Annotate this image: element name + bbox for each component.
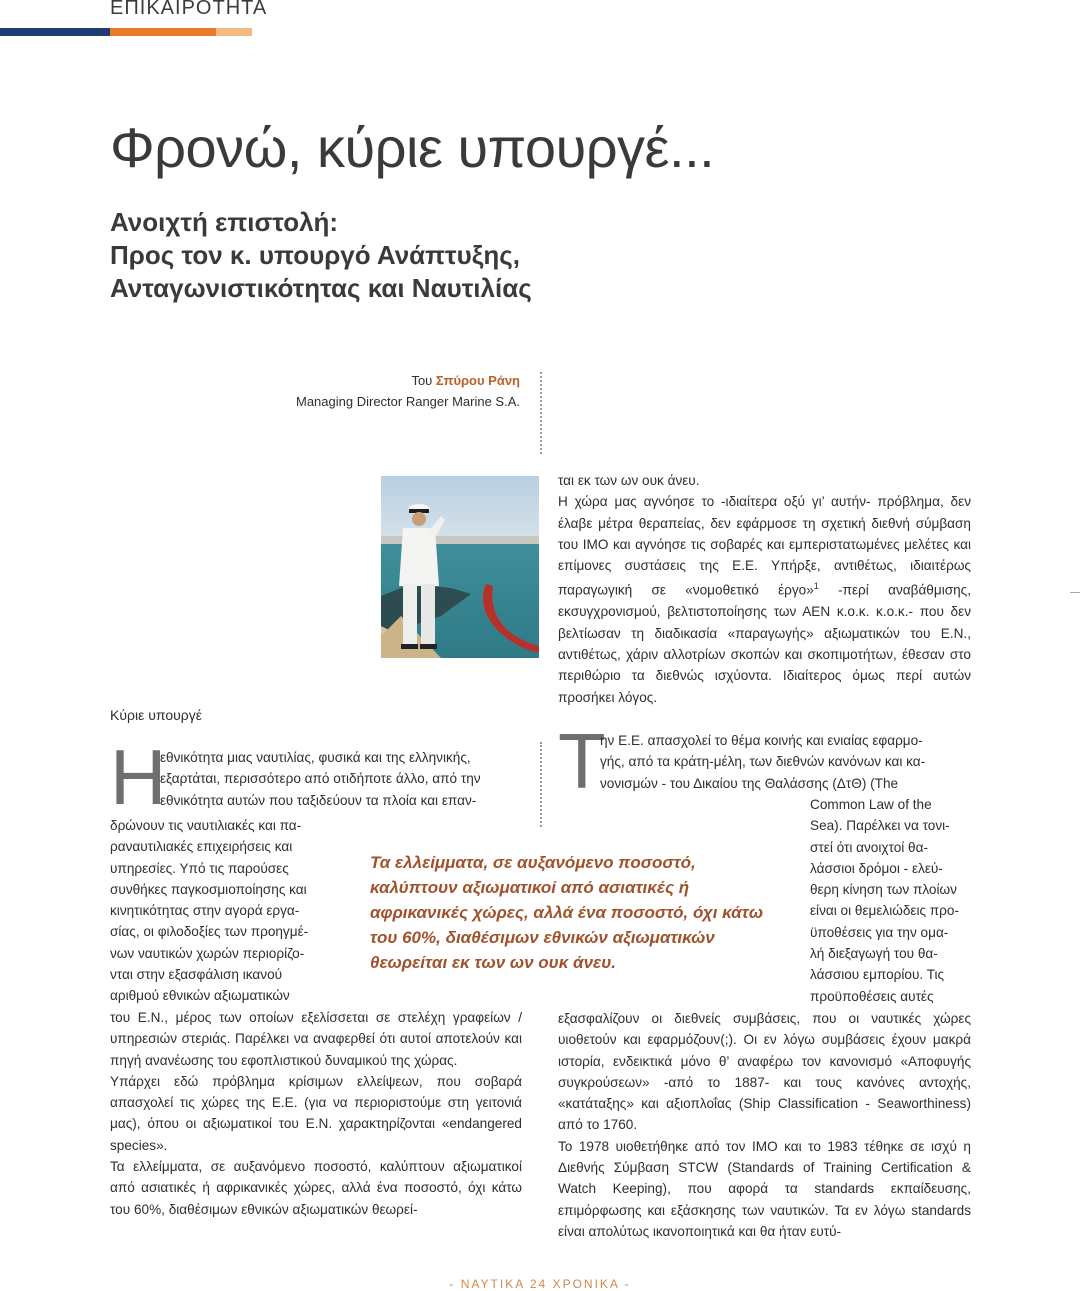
left-column-body xyxy=(110,1007,522,1220)
text-line: είναι οι θεμελιώδεις προ- xyxy=(810,903,960,919)
text-line: ραναυτιλιακές επιχειρήσεις και xyxy=(110,839,293,855)
byline xyxy=(296,370,520,412)
text-line: αριθμού εθνικών αξιωματικών xyxy=(110,988,290,1004)
intro-lines xyxy=(160,747,522,811)
subtitle-line: Ανταγωνιστικότητας και Ναυτιλίας xyxy=(110,273,532,303)
right-column-top xyxy=(558,470,971,708)
right-intro-lines xyxy=(600,730,971,794)
section-label: ΕΠΙΚΑΙΡΟΤΗΤΑ xyxy=(110,0,268,19)
right-column-bottom xyxy=(558,1008,971,1242)
header-bar-orange xyxy=(110,28,216,36)
byline-prefix: Του xyxy=(411,373,436,388)
subtitle-line: Προς τον κ. υπουργό Ανάπτυξης, xyxy=(110,240,520,270)
right-narrow-lines xyxy=(810,794,971,1007)
article-photo xyxy=(381,476,539,658)
paragraph-text: Η χώρα μας αγνόησε το -ιδιαίτερα οξύ γι’ αυτήν- πρόβλημα, δεν έλαβε μέτρα θεραπείας, δεν εφάρμοσε τη σχετική διεθνή σύμβαση του IMO και αγνόησε τις σοβαρές και εμπεριστατωμένες μελέτες και επίμονες συστάσεις της Ε.Ε. Υπήρξε, αντιθέτως, ιδιαιτέρως παραγωγική σε «νομοθετικό έργο» xyxy=(558,494,971,599)
text-line: εξαρτάται, περισσότερο από οτιδήποτε άλλο, από την xyxy=(160,771,481,787)
text-line: νται στην εξασφάλιση ικανού xyxy=(110,967,283,983)
text-line: συνθήκες παγκοσμιοποίησης και xyxy=(110,881,307,897)
text-line: δρώνουν τις ναυτιλιακές και πα- xyxy=(110,818,302,833)
greeting: Κύριε υπουργέ xyxy=(110,707,202,723)
paragraph xyxy=(558,491,971,708)
text-line: νονισμών - του Δικαίου της Θαλάσσης (ΔτΘ) (The xyxy=(600,775,899,791)
text-line: Common Law of the xyxy=(810,797,932,812)
text-line: ην Ε.Ε. απασχολεί το θέμα κοινής και ενιαίας εφαρμο- xyxy=(600,733,923,748)
text-line: υπηρεσίες. Υπό τις παρούσες xyxy=(110,860,289,876)
header-bar-blue xyxy=(0,28,110,36)
article-title: Φρονώ, κύριε υπουργέ... xyxy=(110,116,715,179)
text-line: λάσσιου εμπορίου. Τις xyxy=(810,967,945,983)
byline-divider xyxy=(540,372,542,454)
text-line: σίας, οι φιλοδοξίες των προηγμέ- xyxy=(110,924,309,940)
text-line: γής, από τα κράτη-μέλη, των διεθνών κανόνων και κα- xyxy=(600,754,926,770)
text-line: Sea). Παρέλκει να τονι- xyxy=(810,818,950,834)
text-line: ϋποθέσεις για την ομα- xyxy=(810,924,949,940)
pull-quote: Τα ελλείμματα, σε αυξανόμενο ποσοστό, καλύπτουν αξιωματικοί από ασιατικές ή αφρικανικές χώρες, αλλά ένα ποσοστό, όχι κάτω του 60%, διαθέσιμων εθνικών αξιωματικών θεωρείται εκ των ων ουκ άνευ. xyxy=(366,848,784,977)
footnote-mark: 1 xyxy=(813,581,819,592)
naval-officer-illustration xyxy=(381,476,539,658)
author-name: Σπύρου Ράνη xyxy=(435,373,520,388)
text-line: θερη κίνηση των πλοίων xyxy=(810,882,957,898)
paragraph: ται εκ των ων ουκ άνευ. xyxy=(558,473,700,488)
paragraph: εξασφαλίζουν οι διεθνείς συμβάσεις, που οι ναυτικές χώρες υιοθετούν και εφαρμόζουν(;). Οι εν λόγω συμβάσεις έχουν μακρά ιστορία, ενδεικτικά μόνο θ’ αναφέρω τον κανονισμό «Αποφυγής συγκρούσεων» -από το 1887- και τους κανόνες αντοχής, «κατάταξης» και αξιοπλοΐας (Ship Classification - Seaworthiness) από το 1760. xyxy=(558,1011,971,1133)
paragraph: Το 1978 υιοθετήθηκε από τον IMO και το 1983 τέθηκε σε ισχύ η Διεθνής Σύμβαση STCW (Standards of Training Certification & Watch Keeping), που αφορά τα standards εκπαίδευσης, επιμόρφωσης και εξάσκησης των ναυτικών. Τα εν λόγω standards είναι απολύτως ικανοποιητικά και θα ήταν ευτύ- xyxy=(558,1138,971,1239)
text-line: στεί ότι ανοιχτοί θα- xyxy=(810,839,929,855)
text-line: εθνικότητα αυτών που ταξιδεύουν τα πλοία και επαν- xyxy=(160,792,477,808)
page-footer: - ΝΑΥΤΙΚΑ 24 ΧΡΟΝΙΚΑ - xyxy=(449,1277,631,1291)
article-subtitle xyxy=(110,206,532,305)
text-line: εθνικότητα μιας ναυτιλίας, φυσικά και της ελληνικής, xyxy=(160,750,471,765)
text-line: προϋποθέσεις αυτές xyxy=(810,988,934,1004)
author-role: Managing Director Ranger Marine S.A. xyxy=(296,394,520,409)
paragraph: Υπάρχει εδώ πρόβλημα κρίσιμων ελλείψεων, που σοβαρά απασχολεί τις χώρες της Ε.Ε. (για να περιοριστούμε στη γειτονιά μας), όπου οι αξιωματικοί του Ε.Ν. χαρακτηρίζονται «endangered species». xyxy=(110,1073,522,1153)
paragraph: Τα ελλείμματα, σε αυξανόμενο ποσοστό, καλύπτουν αξιωματικοί από ασιατικές ή αφρικανικές χώρες, αλλά ένα ποσοστό, όχι κάτω του 60%, διαθέσιμων εθνικών αξιωματικών θεωρεί- xyxy=(110,1159,522,1217)
dropcap: Η xyxy=(110,733,167,821)
subtitle-line: Ανοιχτή επιστολή: xyxy=(110,207,339,237)
text-line: νων ναυτικών χωρών περιορίζο- xyxy=(110,945,305,961)
column-divider xyxy=(540,742,542,827)
text-line: κινητικότητας στην αγορά εργα- xyxy=(110,903,300,919)
narrow-lines xyxy=(110,815,335,1007)
page-edge-mark xyxy=(1070,592,1080,593)
text-line: λή διεξαγωγή του θα- xyxy=(810,946,938,962)
dropcap: Τ xyxy=(558,717,606,805)
text-line: λάσσιοι δρόμοι - ελεύ- xyxy=(810,860,943,876)
paragraph: του Ε.Ν., μέρος των οποίων εξελίσσεται σε στελέχη γραφείων / υπηρεσιών στεριάς. Παρέλκει να αναφερθεί ότι αυτοί αποτελούν και πηγή ανανέωσης του εφοπλιστικού δυναμικού της χώρας. xyxy=(110,1010,522,1068)
paragraph-text: -περί αναβάθμισης, εκσυγχρονισμού, βελτιστοποίησης των ΑΕΝ κ.ο.κ. κ.ο.κ.- που δεν βελτίωσαν τη διαδικασία «παραγωγής» αξιωματικών του Ε.Ν., αντιθέτως, χάριν αλλοτρίων σκοπών και σκοπιμοτήτων, έθεσαν στο περιθώριο τα διεθνώς ισχύοντα. Ιδιαίτερος όμως περί αυτών προσήκει λόγος. xyxy=(558,583,971,705)
header-bar-light-orange xyxy=(216,28,252,36)
